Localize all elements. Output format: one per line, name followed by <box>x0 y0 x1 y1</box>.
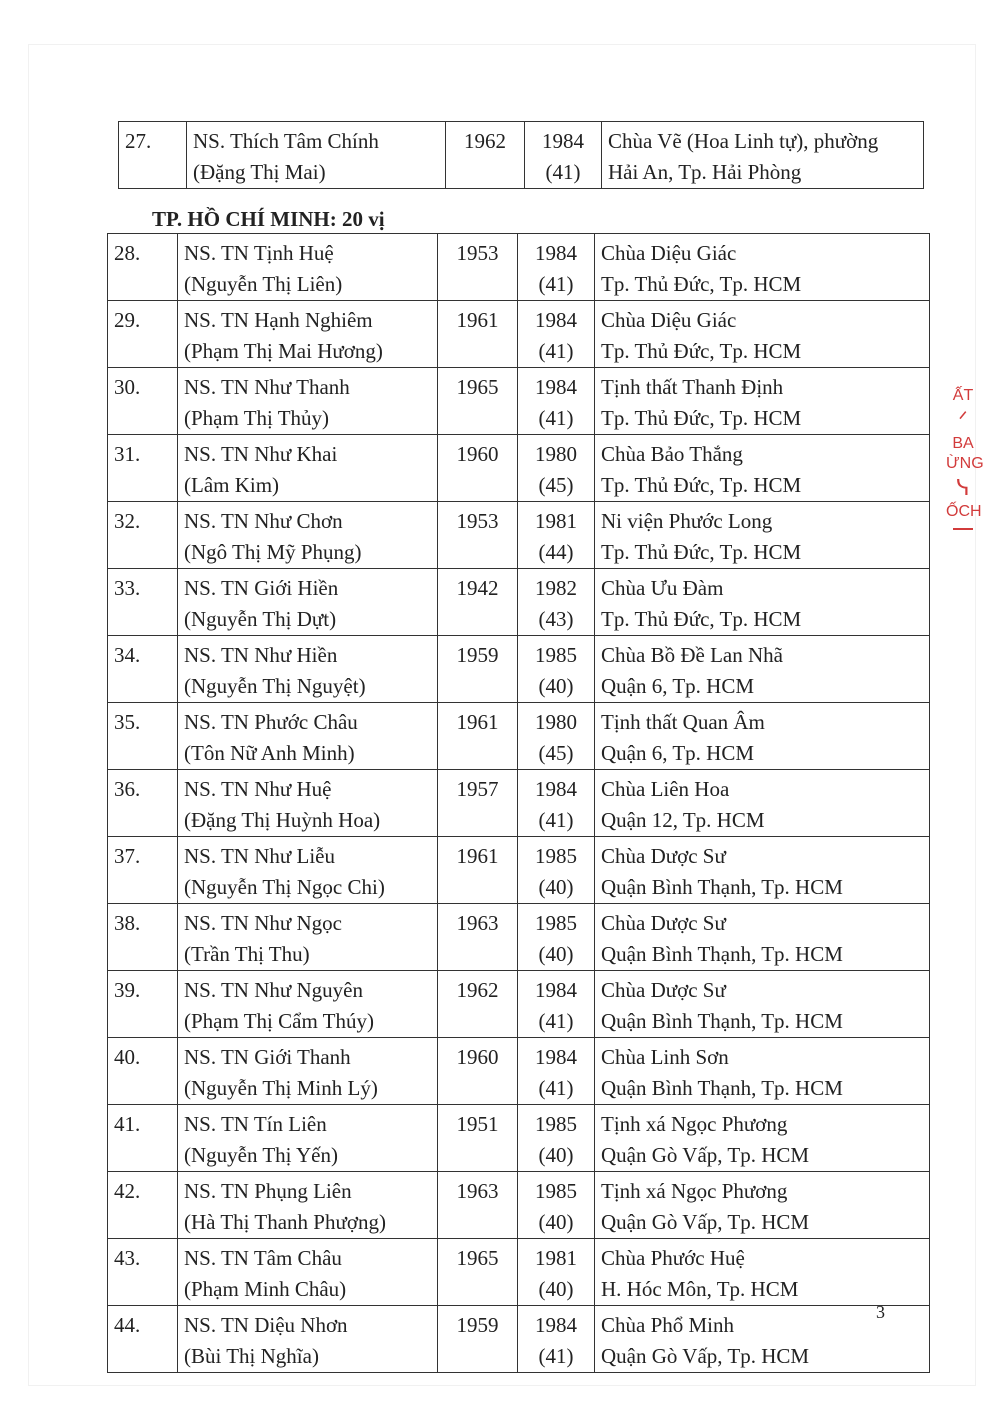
place-cell <box>595 770 930 837</box>
row-number <box>108 971 178 1038</box>
row-number <box>108 368 178 435</box>
person-cell <box>178 368 438 435</box>
row-no: 37. <box>114 844 141 868</box>
dharma-name: NS. TN Như Khai <box>184 442 338 466</box>
years-count: (43) <box>538 607 574 631</box>
place-cell <box>595 971 930 1038</box>
location: Tp. Thủ Đức, Tp. HCM <box>601 339 802 363</box>
birth-year: 1953 <box>456 241 499 265</box>
birth-year: 1962 <box>456 978 499 1002</box>
person-cell <box>178 636 438 703</box>
ordination-cell <box>518 1038 595 1105</box>
dharma-name: NS. TN Diệu Nhơn <box>184 1313 348 1337</box>
table-row <box>108 971 930 1038</box>
birth-year: 1957 <box>456 777 499 801</box>
temple-name: Tịnh xá Ngọc Phương <box>601 1179 788 1203</box>
ordination-cell <box>518 1306 595 1373</box>
location: Tp. Thủ Đức, Tp. HCM <box>601 473 802 497</box>
birth-year-cell <box>438 1239 518 1306</box>
birth-year-cell <box>438 435 518 502</box>
birth-name: (Phạm Thị Cẩm Thúy) <box>184 1009 374 1033</box>
temple-name: Chùa Vẽ (Hoa Linh tự), phường <box>608 129 879 153</box>
table-row <box>108 234 930 301</box>
ordination-year: 1984 <box>535 241 577 265</box>
ordination-cell <box>518 368 595 435</box>
table-row <box>108 1172 930 1239</box>
stamp-text-1: ẤT <box>952 387 974 404</box>
birth-year-cell <box>438 636 518 703</box>
years-count: (41) <box>538 272 574 296</box>
table-row <box>108 368 930 435</box>
birth-year-cell <box>438 502 518 569</box>
person-cell <box>178 569 438 636</box>
dharma-name: NS. TN Giới Thanh <box>184 1045 351 1069</box>
birth-year: 1942 <box>456 576 499 600</box>
location: Tp. Thủ Đức, Tp. HCM <box>601 272 802 296</box>
location: Tp. Thủ Đức, Tp. HCM <box>601 607 802 631</box>
birth-year-cell <box>438 971 518 1038</box>
years-count: (41) <box>538 808 574 832</box>
temple-name: Tịnh thất Quan Âm <box>601 710 765 734</box>
row-number <box>108 301 178 368</box>
birth-year: 1959 <box>456 643 499 667</box>
page-number: 3 <box>876 1302 885 1322</box>
place-cell <box>595 1172 930 1239</box>
years-count: (40) <box>538 1277 574 1301</box>
table-row <box>108 1239 930 1306</box>
temple-name: Chùa Diệu Giác <box>601 308 737 332</box>
stamp-bar <box>953 528 973 530</box>
ordination-year: 1984 <box>535 1313 577 1337</box>
location: Quận Bình Thạnh, Tp. HCM <box>601 942 843 966</box>
birth-year: 1965 <box>456 1246 499 1270</box>
table-row <box>108 904 930 971</box>
birth-year: 1963 <box>456 911 499 935</box>
main-table <box>107 233 930 1373</box>
stamp-text-4: ỐCH <box>946 503 982 520</box>
ordination-cell <box>518 301 595 368</box>
main-table-body <box>108 234 930 1373</box>
birth-year: 1965 <box>456 375 499 399</box>
birth-year-cell <box>438 904 518 971</box>
birth-name: (Nguyễn Thị Yến) <box>184 1143 338 1167</box>
person-cell <box>178 971 438 1038</box>
birth-year-cell <box>438 1105 518 1172</box>
row-no: 42. <box>114 1179 141 1203</box>
table-row <box>108 502 930 569</box>
birth-name: (Nguyễn Thị Minh Lý) <box>184 1076 378 1100</box>
temple-name: Chùa Diệu Giác <box>601 241 737 265</box>
birth-year: 1962 <box>464 129 506 153</box>
ordination-year: 1984 <box>535 978 577 1002</box>
location: Quận Bình Thạnh, Tp. HCM <box>601 1076 843 1100</box>
place-cell <box>602 122 924 189</box>
table-row <box>108 1105 930 1172</box>
place-cell <box>595 569 930 636</box>
row-no: 41. <box>114 1112 141 1136</box>
ordination-year: 1984 <box>535 1045 577 1069</box>
birth-year-cell <box>438 234 518 301</box>
row-no: 30. <box>114 375 141 399</box>
section-title: TP. HỒ CHÍ MINH: 20 vị <box>152 207 385 231</box>
temple-name: Tịnh xá Ngọc Phương <box>601 1112 788 1136</box>
temple-name: Ni viện Phước Long <box>601 509 773 533</box>
birth-year-cell <box>438 770 518 837</box>
place-cell <box>595 1038 930 1105</box>
temple-name: Tịnh thất Thanh Định <box>601 375 784 399</box>
top-table-body <box>119 122 924 189</box>
dharma-name: NS. TN Tâm Châu <box>184 1246 342 1270</box>
table-row <box>108 636 930 703</box>
years-count: (41) <box>538 1344 574 1368</box>
ordination-year: 1981 <box>535 1246 577 1270</box>
row-number <box>108 770 178 837</box>
table-row <box>108 770 930 837</box>
birth-year: 1963 <box>456 1179 499 1203</box>
ordination-cell <box>518 234 595 301</box>
ordination-cell <box>518 971 595 1038</box>
dharma-name: NS. TN Như Nguyên <box>184 978 363 1002</box>
table-row <box>108 1038 930 1105</box>
temple-name: Chùa Phước Huệ <box>601 1246 745 1270</box>
row-no: 40. <box>114 1045 141 1069</box>
years-count: (41) <box>538 1076 574 1100</box>
location: Quận Bình Thạnh, Tp. HCM <box>601 875 843 899</box>
ordination-year: 1985 <box>535 844 577 868</box>
dharma-name: NS. TN Phụng Liên <box>184 1179 352 1203</box>
ordination-cell <box>518 435 595 502</box>
row-number <box>108 1172 178 1239</box>
location: Quận Bình Thạnh, Tp. HCM <box>601 1009 843 1033</box>
person-cell <box>178 1306 438 1373</box>
stamp-glyph-icon: ᓭ <box>956 475 970 500</box>
person-cell <box>178 502 438 569</box>
table-row <box>108 301 930 368</box>
years-count: (40) <box>538 674 574 698</box>
birth-name: (Hà Thị Thanh Phượng) <box>184 1210 386 1234</box>
temple-name: Chùa Liên Hoa <box>601 777 730 801</box>
row-no: 28. <box>114 241 141 265</box>
row-no: 31. <box>114 442 141 466</box>
person-cell <box>178 301 438 368</box>
row-number <box>108 703 178 770</box>
birth-name: (Nguyễn Thị Ngọc Chi) <box>184 875 385 899</box>
person-cell <box>178 770 438 837</box>
ordination-year: 1985 <box>535 643 577 667</box>
place-cell <box>595 502 930 569</box>
birth-name: (Ngô Thị Mỹ Phụng) <box>184 540 362 564</box>
row-no: 34. <box>114 643 141 667</box>
row-no: 39. <box>114 978 141 1002</box>
years-count: (41) <box>545 160 581 184</box>
years-count: (40) <box>538 1210 574 1234</box>
dharma-name: NS. Thích Tâm Chính <box>193 129 379 153</box>
ordination-year: 1985 <box>535 911 577 935</box>
row-no: 27. <box>125 129 152 153</box>
ordination-cell <box>525 122 602 189</box>
dharma-name: NS. TN Như Hiền <box>184 643 338 667</box>
place-cell <box>595 636 930 703</box>
birth-name: (Trần Thị Thu) <box>184 942 310 966</box>
person-cell <box>178 703 438 770</box>
ordination-cell <box>518 904 595 971</box>
years-count: (41) <box>538 406 574 430</box>
dharma-name: NS. TN Như Thanh <box>184 375 350 399</box>
location: Quận Gò Vấp, Tp. HCM <box>601 1210 810 1234</box>
row-number <box>108 1306 178 1373</box>
ordination-year: 1980 <box>535 442 577 466</box>
temple-name: Chùa Linh Sơn <box>601 1045 729 1069</box>
ordination-cell <box>518 569 595 636</box>
years-count: (40) <box>538 875 574 899</box>
row-no: 36. <box>114 777 141 801</box>
location: Quận 12, Tp. HCM <box>601 808 765 832</box>
location: Hải An, Tp. Hải Phòng <box>608 160 802 184</box>
temple-name: Chùa Dược Sư <box>601 911 726 935</box>
row-number <box>108 1105 178 1172</box>
ordination-year: 1984 <box>535 308 577 332</box>
birth-name: (Nguyễn Thị Dựt) <box>184 607 337 631</box>
ordination-year: 1985 <box>535 1179 577 1203</box>
birth-year-cell <box>438 368 518 435</box>
row-no: 44. <box>114 1313 141 1337</box>
ordination-cell <box>518 502 595 569</box>
ordination-year: 1982 <box>535 576 577 600</box>
years-count: (45) <box>538 473 574 497</box>
ordination-cell <box>518 1105 595 1172</box>
place-cell <box>595 1105 930 1172</box>
row-no: 29. <box>114 308 141 332</box>
birth-name: (Đặng Thị Mai) <box>193 160 326 184</box>
stamp-glyph-icon: ᐟ <box>958 407 968 432</box>
row-no: 32. <box>114 509 141 533</box>
dharma-name: NS. TN Phước Châu <box>184 710 358 734</box>
place-cell <box>595 703 930 770</box>
ordination-cell <box>518 1172 595 1239</box>
location: Quận 6, Tp. HCM <box>601 741 755 765</box>
row-number <box>108 502 178 569</box>
birth-year-cell <box>438 703 518 770</box>
birth-name: (Phạm Thị Thủy) <box>184 406 330 430</box>
birth-year: 1960 <box>456 1045 499 1069</box>
row-no: 38. <box>114 911 141 935</box>
birth-name: (Bùi Thị Nghĩa) <box>184 1344 319 1368</box>
location: H. Hóc Môn, Tp. HCM <box>601 1277 799 1301</box>
table-row <box>108 1306 930 1373</box>
table-row <box>119 122 924 189</box>
stamp-text-2: BA <box>952 435 974 452</box>
place-cell <box>595 904 930 971</box>
dharma-name: NS. TN Như Ngọc <box>184 911 342 935</box>
ordination-year: 1984 <box>535 777 577 801</box>
years-count: (45) <box>538 741 574 765</box>
birth-year-cell <box>438 1306 518 1373</box>
years-count: (44) <box>538 540 574 564</box>
location: Quận Gò Vấp, Tp. HCM <box>601 1143 810 1167</box>
dharma-name: NS. TN Như Huệ <box>184 777 332 801</box>
years-count: (40) <box>538 1143 574 1167</box>
dharma-name: NS. TN Tín Liên <box>184 1112 327 1136</box>
birth-year: 1960 <box>456 442 499 466</box>
stamp-text-3: ỪNG <box>946 455 984 472</box>
birth-name: (Đặng Thị Huỳnh Hoa) <box>184 808 381 832</box>
ordination-cell <box>518 770 595 837</box>
person-cell <box>178 1038 438 1105</box>
row-number <box>108 569 178 636</box>
row-no: 35. <box>114 710 141 734</box>
birth-year-cell <box>438 837 518 904</box>
person-cell <box>178 837 438 904</box>
person-cell <box>178 904 438 971</box>
row-number <box>108 636 178 703</box>
row-number <box>108 435 178 502</box>
ordination-year: 1980 <box>535 710 577 734</box>
ordination-year: 1981 <box>535 509 577 533</box>
birth-year-cell <box>446 122 525 189</box>
ordination-cell <box>518 636 595 703</box>
birth-year-cell <box>438 569 518 636</box>
ordination-year: 1984 <box>542 129 584 153</box>
person-cell <box>178 1239 438 1306</box>
table-row <box>108 435 930 502</box>
stamp-mark <box>946 386 984 530</box>
birth-year-cell <box>438 1038 518 1105</box>
row-no: 33. <box>114 576 141 600</box>
person-cell <box>178 234 438 301</box>
birth-year: 1959 <box>456 1313 499 1337</box>
row-number <box>108 1038 178 1105</box>
ordination-cell <box>518 1239 595 1306</box>
dharma-name: NS. TN Hạnh Nghiêm <box>184 308 373 332</box>
ordination-year: 1984 <box>535 375 577 399</box>
row-number <box>108 234 178 301</box>
row-number <box>119 122 187 189</box>
birth-year: 1951 <box>456 1112 499 1136</box>
location: Tp. Thủ Đức, Tp. HCM <box>601 406 802 430</box>
birth-year: 1961 <box>456 710 499 734</box>
location: Tp. Thủ Đức, Tp. HCM <box>601 540 802 564</box>
dharma-name: NS. TN Như Chơn <box>184 509 343 533</box>
row-no: 43. <box>114 1246 141 1270</box>
temple-name: Chùa Dược Sư <box>601 844 726 868</box>
location: Quận 6, Tp. HCM <box>601 674 755 698</box>
temple-name: Chùa Bồ Đề Lan Nhã <box>601 643 783 667</box>
ordination-year: 1985 <box>535 1112 577 1136</box>
temple-name: Chùa Bảo Thắng <box>601 442 743 466</box>
table-row <box>108 837 930 904</box>
place-cell <box>595 301 930 368</box>
ordination-cell <box>518 837 595 904</box>
birth-year-cell <box>438 301 518 368</box>
temple-name: Chùa Dược Sư <box>601 978 726 1002</box>
place-cell <box>595 435 930 502</box>
place-cell <box>595 368 930 435</box>
years-count: (41) <box>538 339 574 363</box>
ordination-cell <box>518 703 595 770</box>
dharma-name: NS. TN Tịnh Huệ <box>184 241 334 265</box>
birth-year: 1961 <box>456 844 499 868</box>
years-count: (41) <box>538 1009 574 1033</box>
birth-year: 1953 <box>456 509 499 533</box>
birth-name: (Phạm Minh Châu) <box>184 1277 347 1301</box>
birth-year: 1961 <box>456 308 499 332</box>
row-number <box>108 904 178 971</box>
birth-name: (Nguyễn Thị Liên) <box>184 272 343 296</box>
birth-name: (Nguyễn Thị Nguyệt) <box>184 674 366 698</box>
person-cell <box>178 1172 438 1239</box>
dharma-name: NS. TN Giới Hiền <box>184 576 339 600</box>
place-cell <box>595 234 930 301</box>
row-number <box>108 837 178 904</box>
temple-name: Chùa Phổ Minh <box>601 1313 735 1337</box>
table-row <box>108 703 930 770</box>
birth-year-cell <box>438 1172 518 1239</box>
dharma-name: NS. TN Như Liễu <box>184 844 335 868</box>
row-number <box>108 1239 178 1306</box>
birth-name: (Tôn Nữ Anh Minh) <box>184 741 355 765</box>
birth-name: (Phạm Thị Mai Hương) <box>184 339 383 363</box>
person-cell <box>187 122 446 189</box>
person-cell <box>178 435 438 502</box>
place-cell <box>595 837 930 904</box>
table-row <box>108 569 930 636</box>
top-table <box>118 121 924 189</box>
place-cell <box>595 1239 930 1306</box>
years-count: (40) <box>538 942 574 966</box>
person-cell <box>178 1105 438 1172</box>
temple-name: Chùa Ưu Đàm <box>601 576 724 600</box>
location: Quận Gò Vấp, Tp. HCM <box>601 1344 810 1368</box>
birth-name: (Lâm Kim) <box>184 473 280 497</box>
